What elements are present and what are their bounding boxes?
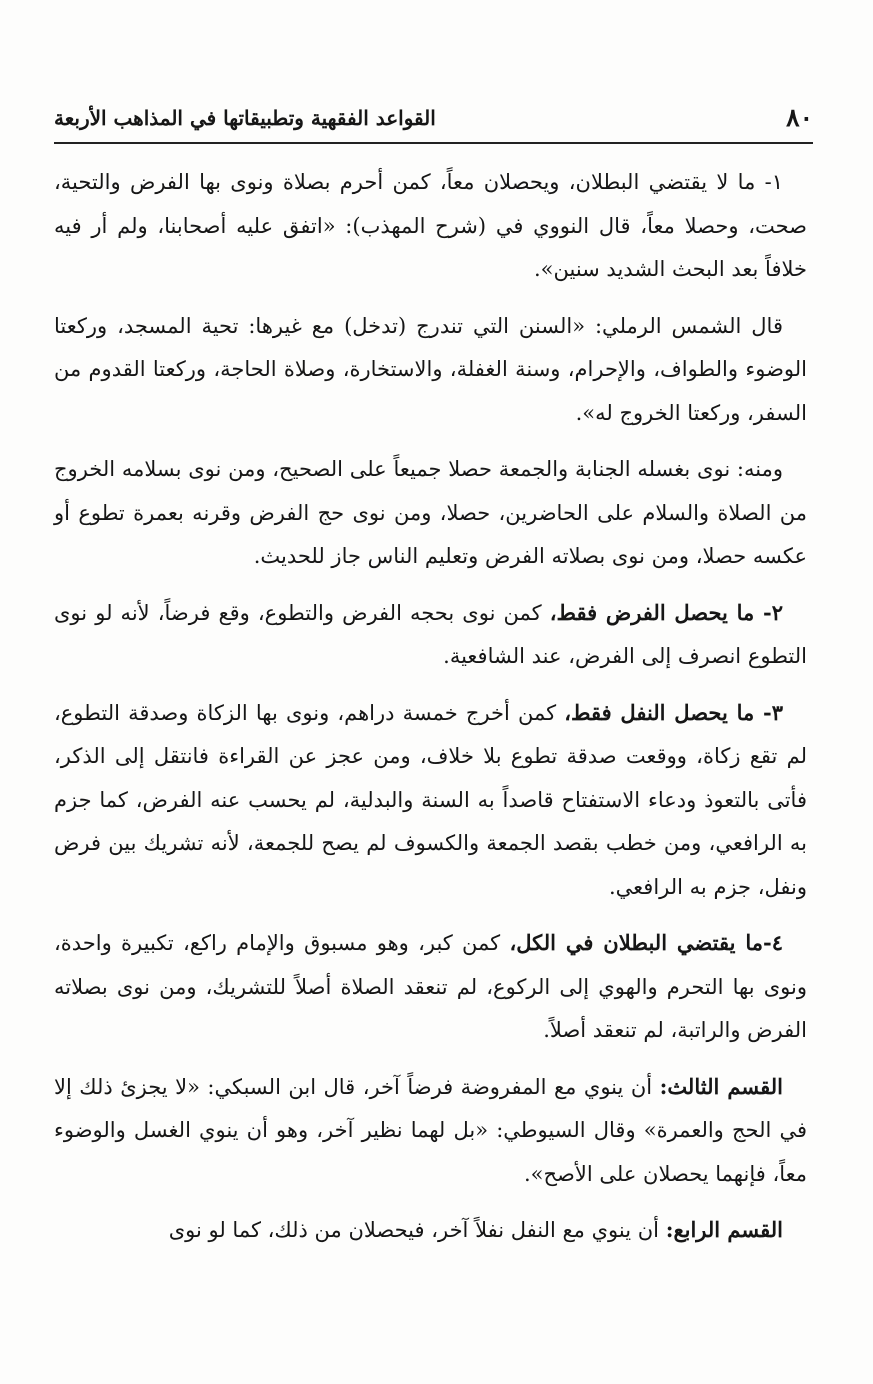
paragraph-text: كمن أخرج خمسة دراهم، ونوى بها الزكاة وصدقة التطوع، لم تقع زكاة، ووقعت صدقة تطوع بلا خلاف، ومن عجز عن القراءة فانتقل إلى الذكر، فأتى بالتعوذ ودعاء الاستفتاح قاصداً به السنة والبدلية، لم يحسب عنه الفرض، كما جزم به الرافعي، ومن خطب بقصد الجمعة والكسوف لم يصح للجمعة، لأنه تشريك بين فرض ونفل، جزم به الرافعي. [54,700,807,899]
paragraph-lead: القسم الثالث: [659,1073,783,1099]
paragraph-text: أن ينوي مع المفروضة فرضاً آخر، قال ابن السبكي: «لا يجزئ ذلك إلا في الحج والعمرة» وقال السيوطي: «بل لهما نظير آخر، وهو أن ينوي الغسل والوضوء معاً، فإنهما يحصلان على الأصح». [54,1074,807,1186]
header-divider [54,142,813,144]
paragraph-5 [54,691,807,910]
paragraph-4 [54,591,807,679]
paragraph-text: قال الشمس الرملي: «السنن التي تندرج (تدخل) مع غيرها: تحية المسجد، وركعتا الوضوء والطواف، والإحرام، وسنة الغفلة، والاستخارة، وصلاة الحاجة، وركعتا القدوم من السفر، وركعتا الخروج له». [54,313,807,425]
paragraph-6 [54,921,807,1053]
paragraph-lead: ٢- ما يحصل الفرض فقط، [549,599,783,625]
paragraph-text: ومنه: نوى بغسله الجنابة والجمعة حصلا جميعاً على الصحيح، ومن نوى بسلامه الخروج من الصلاة والسلام على الحاضرين، حصلا، ومن نوى حج الفرض وقرنه بعمرة تطوع أو عكسه حصلا، ومن نوى بصلاته الفرض وتعليم الناس جاز للحديث. [54,457,807,568]
page-number: ٨٠ [786,103,813,132]
running-title: القواعد الفقهية وتطبيقاتها في المذاهب الأربعة [54,106,436,130]
paragraph-lead: ٣- ما يحصل النفل فقط، [564,699,783,725]
page-header [54,98,813,138]
paragraph-2 [54,304,807,436]
paragraph-text: أن ينوي مع النفل نفلاً آخر، فيحصلان من ذلك، كما لو نوى [168,1218,666,1242]
paragraph-1 [54,160,807,292]
paragraph-lead: القسم الرابع: [665,1217,783,1242]
paragraph-7 [54,1065,807,1197]
paragraph-3 [54,447,807,579]
paragraph-text: كمن كبر، وهو مسبوق والإمام راكع، تكبيرة واحدة، ونوى بها التحرم والهوي إلى الركوع، لم تنعقد الصلاة أصلاً للتشريك، ومن نوى بصلاته الفرض والراتبة، لم تنعقد أصلاً. [54,931,807,1042]
page-body [54,160,807,1265]
paragraph-text: كمن نوى بحجه الفرض والتطوع، وقع فرضاً، لأنه لو نوى التطوع انصرف إلى الفرض، عند الشافعية. [54,600,807,668]
paragraph-8 [54,1208,807,1253]
paragraph-text: ١- ما لا يقتضي البطلان، ويحصلان معاً، كمن أحرم بصلاة ونوى بها الفرض والتحية، صحت، وحصلا معاً، قال النووي في (شرح المهذب): «اتفق عليه أصحابنا، ولم أر فيه خلافاً بعد البحث الشديد سنين». [54,170,807,281]
paragraph-lead: ٤-ما يقتضي البطلان في الكل، [509,930,783,955]
